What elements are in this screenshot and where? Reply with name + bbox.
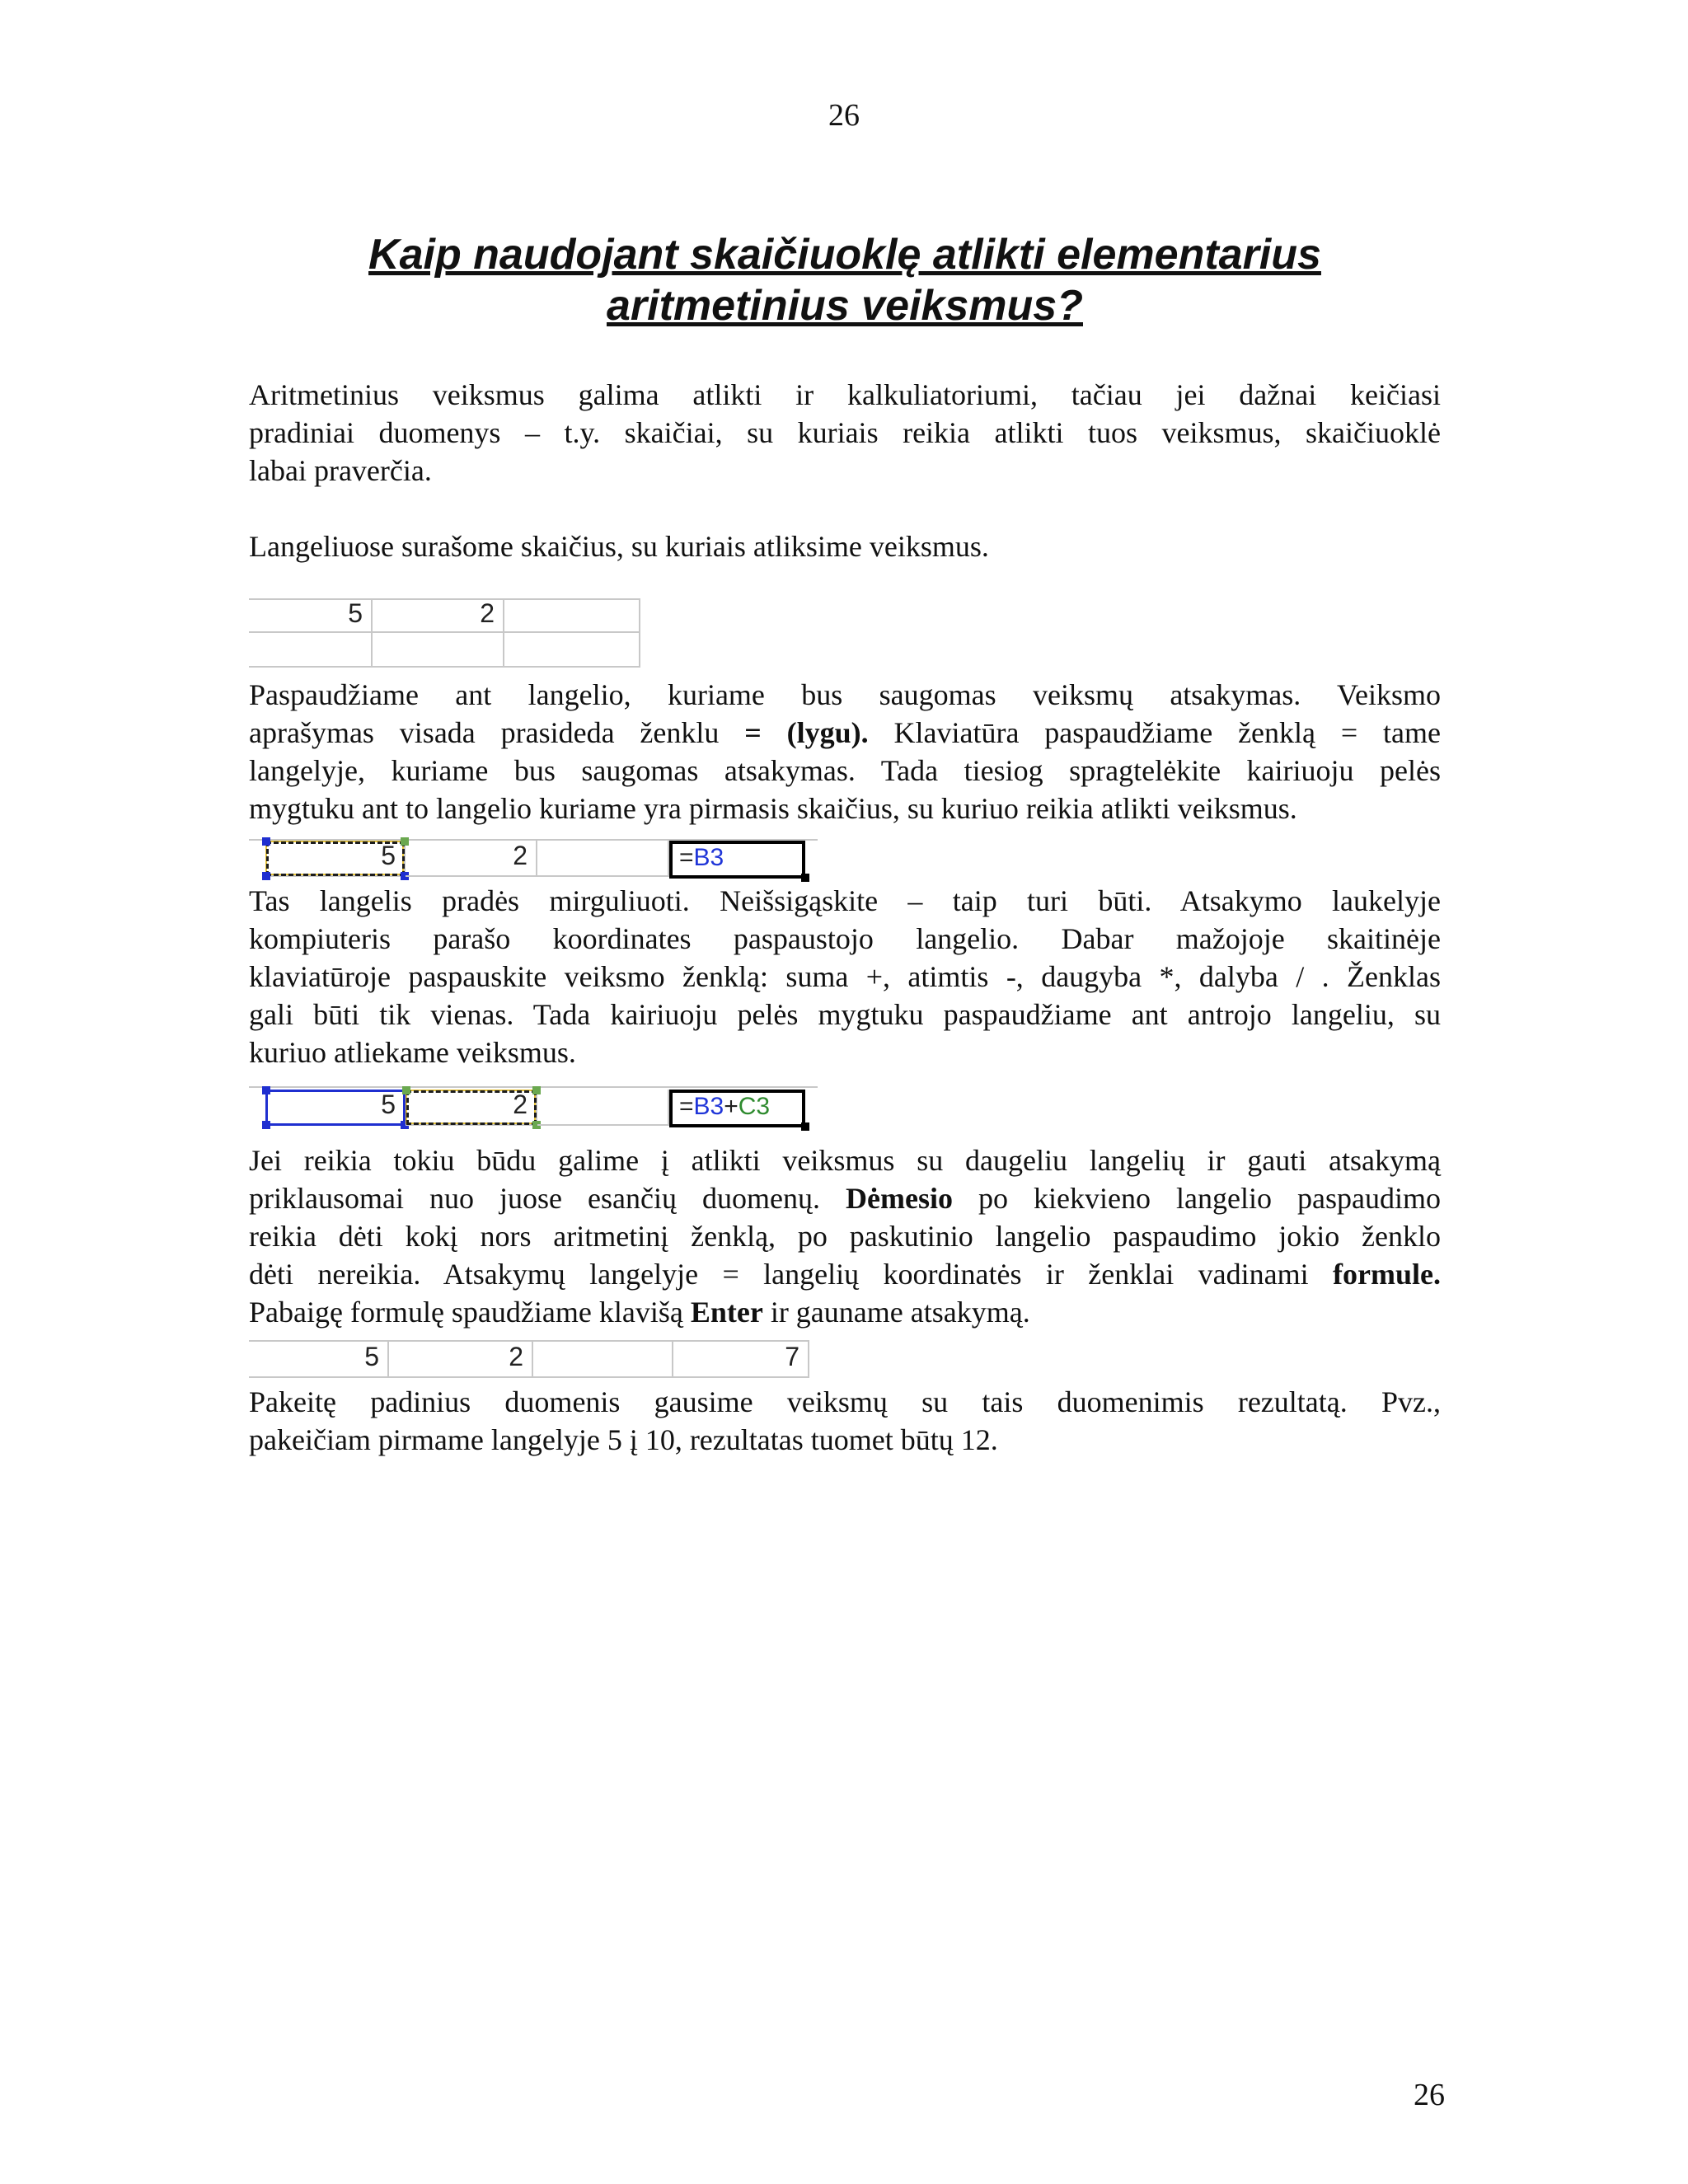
paragraph-intro <box>249 376 1441 490</box>
page-title <box>247 229 1442 331</box>
text-line: Pakeitę padinius duomenis gausime veiksmų su tais duomenimis rezultatą. Pvz., <box>249 1385 1441 1418</box>
text-line: pakeičiam pirmame langelyje 5 į 10, rezultatas tuomet būtų 12. <box>249 1423 998 1456</box>
spreadsheet-example-3 <box>249 1080 826 1131</box>
cell-empty <box>537 841 669 877</box>
title-line-1: Kaip naudojant skaičiuoklę atlikti elementarius <box>368 231 1321 279</box>
text-line: priklausomai nuo juose esančių duomenų. Dėmesio po kiekvieno langelio paspaudimo <box>249 1182 1441 1215</box>
text-line: kuriuo atliekame veiksmus. <box>249 1036 576 1069</box>
cell-formula-active[interactable]: =B3+C3 <box>669 1090 805 1127</box>
cell-formula-active[interactable]: =B3 <box>669 841 805 879</box>
spreadsheet-example-2 <box>249 831 826 880</box>
cell-empty <box>537 1090 669 1126</box>
cell-b4 <box>249 633 373 668</box>
cell-b3-marching[interactable]: 5 <box>265 841 406 877</box>
cell-c4 <box>373 633 504 668</box>
paragraph-start-formula <box>249 676 1441 827</box>
text-line: mygtuku ant to langelio kuriame yra pirmasis skaičius, su kuriuo reikia atlikti veiksmus. <box>249 792 1297 825</box>
spreadsheet-example-1 <box>249 569 645 676</box>
text-line: reikia dėti kokį nors aritmetinį ženklą, po paskutinio langelio paspaudimo jokio ženklo <box>249 1220 1441 1253</box>
cell-b3: 5 <box>249 1342 389 1378</box>
text-line: pradiniai duomenys – t.y. skaičiai, su kuriais reikia atlikti tuos veiksmus, skaičiuoklė <box>249 416 1441 449</box>
cell-result: 7 <box>673 1342 809 1378</box>
text-line: gali būti tik vienas. Tada kairiuoju pelės mygtuku paspaudžiame ant antrojo langeliu, su <box>249 998 1441 1031</box>
text-line: dėti nereikia. Atsakymų langelyje = langelių koordinatės ir ženklai vadinami formule. <box>249 1258 1441 1291</box>
paragraph-formula-explained <box>249 1141 1441 1331</box>
text-line: Langeliuose surašome skaičius, su kuriais atliksime veiksmus. <box>249 530 989 563</box>
text-line: Tas langelis pradės mirguliuoti. Neišsigąskite – taip turi būti. Atsakymo laukelyje <box>249 884 1441 917</box>
paragraph-change-data <box>249 1383 1441 1459</box>
cell-b3: 5 <box>249 598 373 633</box>
title-line-2: aritmetinius veiksmus? <box>607 282 1083 330</box>
page-number-top: 26 <box>828 98 860 133</box>
text-line: klaviatūroje paspauskite veiksmo ženklą: suma +, atimtis -, daugyba *, dalyba / . Ženklas <box>249 960 1441 993</box>
text-line: aprašymas visada prasideda ženklu = (lygu). Klaviatūra paspaudžiame ženklą = tame <box>249 716 1442 749</box>
paragraph-select-operator <box>249 882 1441 1071</box>
cell-c3-marching[interactable]: 2 <box>406 1090 537 1126</box>
cell-d4 <box>504 633 640 668</box>
text-line: kompiuteris parašo koordinates paspaustojo langelio. Dabar mažojoje skaitinėje <box>249 922 1441 955</box>
cell-c3: 2 <box>389 1342 533 1378</box>
text-line: labai praverčia. <box>249 454 432 487</box>
text-line: Paspaudžiame ant langelio, kuriame bus saugomas veiksmų atsakymas. Veiksmo <box>249 678 1441 711</box>
cell-c3: 2 <box>373 598 504 633</box>
text-line: Pabaigę formulę spaudžiame klavišą Enter ir gauname atsakymą. <box>249 1296 1030 1329</box>
text-line: Aritmetinius veiksmus galima atlikti ir kalkuliatoriumi, tačiau jei dažnai keičiasi <box>249 378 1441 411</box>
cell-b3-selected[interactable]: 5 <box>265 1090 406 1126</box>
cell-d3 <box>504 598 640 633</box>
text-line: langelyje, kuriame bus saugomas atsakymas. Tada tiesiog spragtelėkite kairiuoju pelės <box>249 754 1441 787</box>
paragraph-enter-numbers <box>249 527 1441 565</box>
page-number-bottom: 26 <box>1414 2078 1445 2112</box>
text-line: Jei reikia tokiu būdu galime į atlikti veiksmus su daugeliu langelių ir gauti atsakymą <box>249 1144 1441 1177</box>
cell-empty <box>533 1342 673 1378</box>
cell-c3: 2 <box>406 841 537 877</box>
spreadsheet-example-4 <box>249 1335 826 1385</box>
